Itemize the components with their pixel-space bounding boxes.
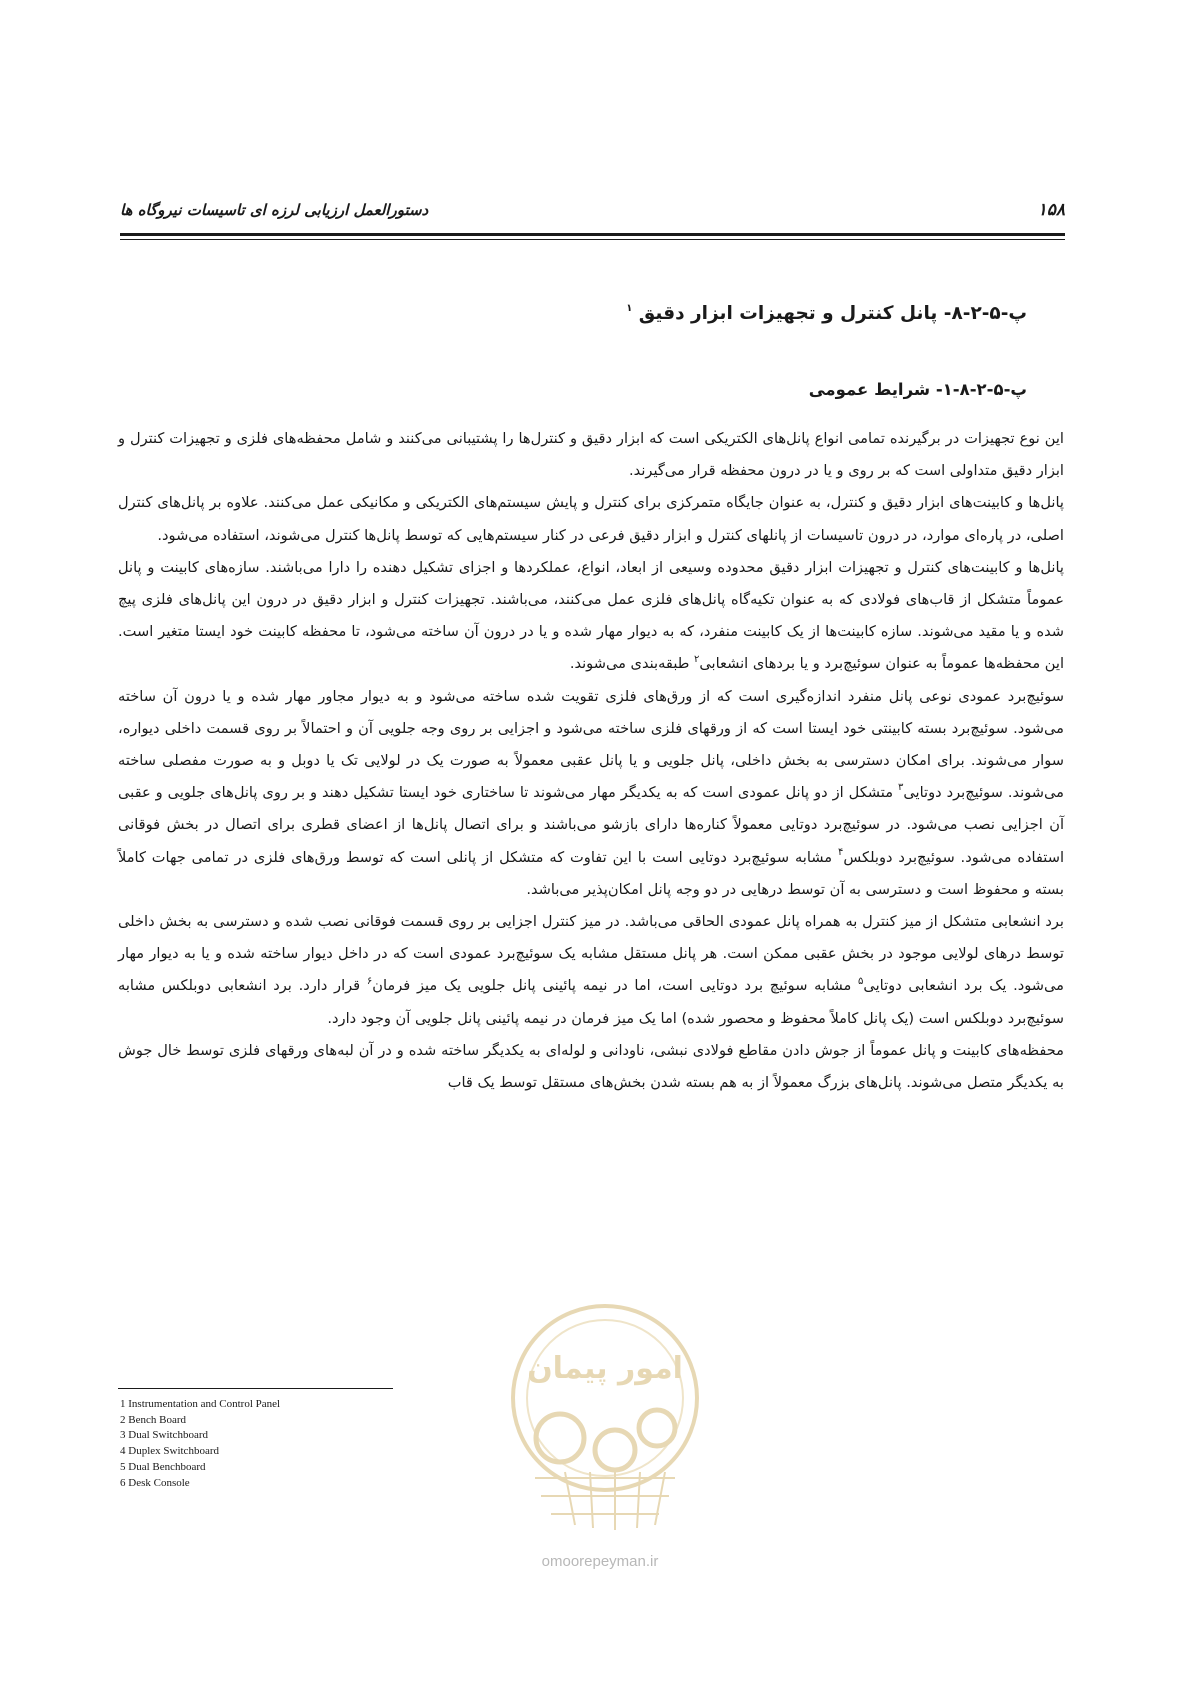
footnote: 6 Desk Console: [120, 1476, 190, 1489]
paragraph: [118, 552, 1064, 681]
footnote-ref[interactable]: ۴: [838, 846, 844, 858]
footnote: 4 Duplex Switchboard: [120, 1445, 219, 1458]
footnotes: [120, 1397, 480, 1491]
paragraph-text: قرار دارد. برد انشعابی دوبلکس مشابه سوئیچ‌برد دوبلکس است (یک پانل کاملاً محفوظ و محصور شده) اما یک میز فرمان در نیمه پائینی پانل جلویی آن وجود دارد.: [118, 977, 1064, 1027]
page-number: ۱۵۸: [1037, 200, 1065, 220]
body-text: [118, 423, 1064, 1099]
paragraph-text: برد انشعابی متشکل از میز کنترل به همراه پانل عمودی الحاقی می‌باشد. در میز کنترل اجزایی بر روی قسمت فوقانی نصب شده و دسترسی به بخش داخلی توسط درهای لولایی موجود در بخش عقبی ممکن است. هر پانل مستقل مشابه یک سوئیچ‌برد عمودی است که در داخل دیوار ساخته شده و یا به دیوار مهار می‌شود. یک برد انشعابی دوتایی: [118, 913, 1065, 995]
footnote-ref[interactable]: ۱: [626, 302, 633, 314]
footnote: 1 Instrumentation and Control Panel: [120, 1398, 281, 1410]
section-title-text: پ-۵-۲-۸- پانل کنترل و تجهیزات ابزار دقیق: [638, 303, 1027, 324]
footnote-ref[interactable]: ۲: [693, 653, 700, 665]
paragraph: محفظه‌های کابینت و پانل عموماً از جوش دادن مقاطع فولادی نبشی، ناودانی و لوله‌ای به یکدیگر ساخته شده و در آن لبه‌های ورقهای فلزی توسط خال جوش به یکدیگر متصل می‌شوند. پانل‌های بزرگ معمولاً از به هم بسته شدن بخش‌های مستقل توسط یک قاب: [118, 1041, 1064, 1092]
paragraph-text: متشکل از دو پانل عمودی است که به یکدیگر مهار می‌شوند تا ساختاری خود ایستا تشکیل دهند و بر روی پانل‌های جلویی و عقبی آن اجزایی نصب می‌شود. در سوئیچ‌برد دوتایی معمولاً کناره‌ها دارای بازشو می‌باشند و برای اتصال پانل‌ها از اعضای قطری برای اتصال در بخش فوقانی استفاده می‌شود. سوئیچ‌برد دوبلکس: [118, 784, 1064, 866]
footnote: 2 Bench Board: [120, 1413, 186, 1426]
header-rule-thick: [120, 233, 1065, 236]
paragraph: این نوع تجهیزات در برگیرنده تمامی انواع پانل‌های الکتریکی است که ابزار دقیق و کنترل‌ها را پشتیبانی می‌کنند و شامل محفظه‌های فلزی و تجهیزات کنترل و ابزار دقیق متداولی است که بر روی و یا در درون محفظه قرار می‌گیرند.: [118, 430, 1064, 480]
running-header: [120, 200, 1065, 226]
watermark-text: امور پیمان: [527, 1351, 683, 1386]
gear-icon: [536, 1410, 675, 1470]
paragraph-text: پانل‌ها و کابینت‌های کنترل و تجهیزات ابزار دقیق محدوده وسیعی از ابعاد، انواع، عملکردها و اجزای تشکیل دهنده را دارا می‌باشند. سازه‌های کابینت و پانل عموماً متشکل از قاب‌های فولادی که به عنوان تکیه‌گاه پانل‌های فلزی عمل می‌کنند، می‌باشند. تجهیزات کنترل و ابزار دقیق در درون این پانل‌های فلزی پیچ شده و یا مقید می‌شوند. سازه کابینت‌ها از یک کابینت منفرد، که به دیوار مهار شده و یا در درون آن ساخته می‌شود، تا محفظه کابینت خود ایستا متغیر است. این محفظه‌ها عموماً به عنوان سوئیچ‌برد و یا بردهای انشعابی: [118, 558, 1064, 673]
watermark-logo: [485, 1300, 725, 1560]
footnote-separator: [118, 1388, 393, 1389]
paragraph-text: مشابه سوئیچ‌برد دوتایی است با این تفاوت که متشکل از پانلی است که توسط ورق‌های فلزی در تمامی جهات کاملاً بسته و محفوظ است و دسترسی به آن توسط درهایی در دو وجه پانل امکان‌پذیر می‌باشد.: [118, 848, 1064, 898]
section-title: [120, 303, 1027, 324]
footnote-ref[interactable]: ۵: [858, 975, 864, 987]
watermark-ring: [513, 1306, 697, 1490]
paragraph-text: طبقه‌بندی می‌شوند.: [569, 655, 694, 673]
footnote: 5 Dual Benchboard: [120, 1460, 206, 1473]
grid-icon: [535, 1472, 675, 1530]
paragraph-text: سوئیچ‌برد عمودی نوعی پانل منفرد اندازه‌گیری است که از ورق‌های فلزی تقویت شده ساخته می‌شود و به دیوار مجاور مهار شده و یا درون آن ساخته می‌شود. سوئیچ‌برد بسته کابینتی خود ایستا است که از ورقهای فلزی ساخته می‌شود و اجزایی بر روی وجه جلویی آن و احتمالاً بر روی قسمت داخلی دیواره، سوار می‌شوند. برای امکان دسترسی به بخش داخلی، پانل جلویی و یا پانل عقبی معمولاً به صورت یک در لولایی تک یا دوبل و به صورت مفصلی ساخته می‌شوند. سوئیچ‌برد دوتایی: [118, 687, 1064, 802]
footnote: 3 Dual Switchboard: [120, 1429, 208, 1442]
footnote-ref[interactable]: ۳: [898, 782, 904, 794]
watermark-inner-ring: [527, 1320, 683, 1476]
paragraph: [118, 681, 1064, 906]
watermark-url: omoorepeyman.ir: [541, 1553, 659, 1570]
paragraph-text: مشابه سوئیچ برد دوتایی است، اما در نیمه پائینی پانل جلویی یک میز فرمان: [372, 977, 859, 995]
subsection-title: پ-۵-۲-۸-۱- شرایط عمومی: [808, 380, 1027, 399]
footnote-ref[interactable]: ۶: [366, 975, 373, 987]
paragraph: [118, 906, 1064, 1035]
header-rule-thin: [120, 239, 1065, 240]
paragraph: پانل‌ها و کابینت‌های ابزار دقیق و کنترل، به عنوان جایگاه متمرکزی برای کنترل و پایش سیستم‌های الکتریکی و مکانیکی عمل می‌کنند. علاوه بر پانل‌های کنترل اصلی، در پاره‌ای موارد، در درون تاسیسات از پانلهای کنترل و ابزار دقیق فرعی در کنار سیستم‌هایی که توسط پانل‌ها کنترل می‌شوند، استفاده می‌شود.: [118, 494, 1064, 544]
running-header-title: دستورالعمل ارزیابی لرزه ای تاسیسات نیروگاه ها: [120, 201, 429, 219]
